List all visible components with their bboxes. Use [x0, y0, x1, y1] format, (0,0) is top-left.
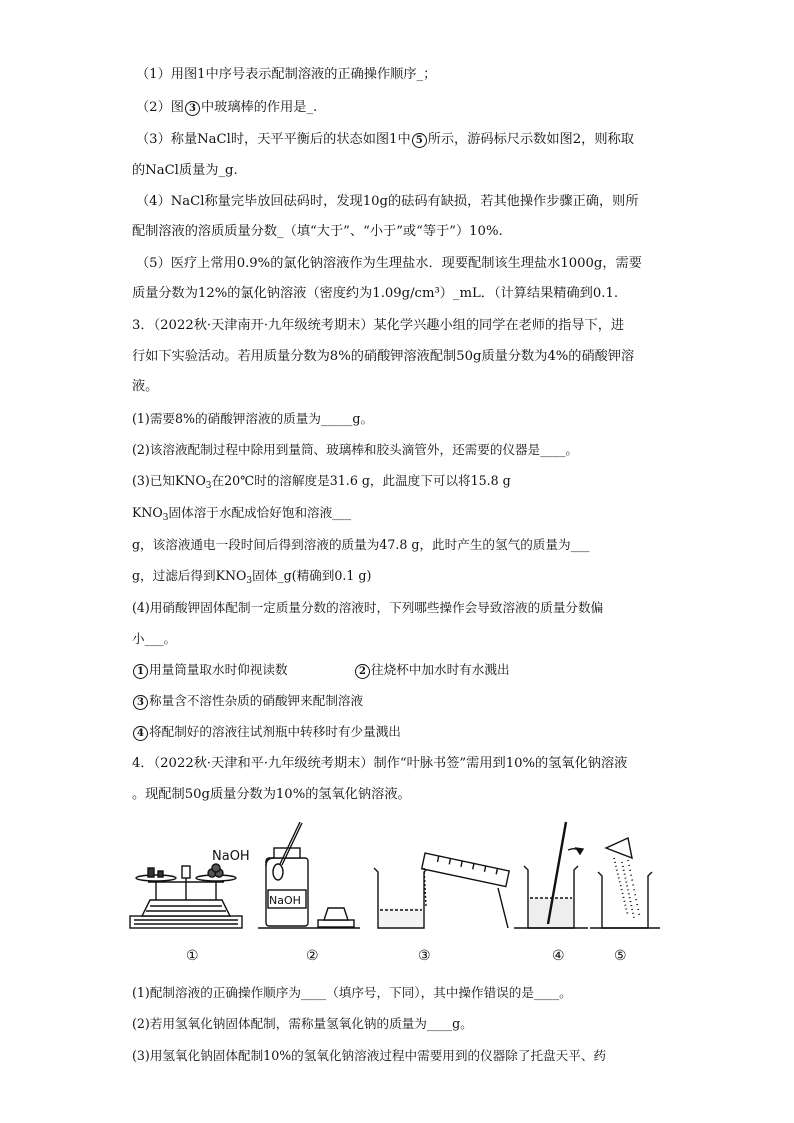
q3-sub3-text: 固体溶于水配成恰好饱和溶液___ — [168, 505, 352, 520]
q3-sub3-line1 — [132, 472, 511, 495]
q2-part5-line1: （5）医疗上常用0.9%的氯化钠溶液作为生理盐水．现要配制该生理盐水1000g，需要 — [136, 256, 642, 271]
q3-option-4 — [132, 723, 401, 741]
bottle-naoh-label: NaOH — [269, 894, 301, 907]
q2-part1: （1）用图1中序号表示配制溶液的正确操作顺序_； — [136, 67, 437, 82]
circled-number: 2 — [355, 664, 370, 679]
reagent-bottle-icon — [266, 822, 308, 926]
circled-number: 3 — [185, 101, 200, 116]
experiment-figure — [128, 818, 668, 968]
weighing-block-icon — [318, 908, 354, 927]
q2-part3-text-b: 所示，游码标尺示数如图2，则称取 — [427, 132, 634, 147]
q3-sub3-text: 在20℃时的溶解度是31.6 g，此温度下可以将15.8 g — [211, 473, 511, 488]
circled-number: 1 — [133, 664, 148, 679]
figure-caption-4: ④ — [552, 948, 565, 964]
option-text: 往烧杯中加水时有水溅出 — [371, 662, 510, 677]
q3-sub4-line1: (4)用硝酸钾固体配制一定质量分数的溶液时，下列哪些操作会导致溶液的质量分数偏 — [132, 600, 604, 615]
q3-sub3-text: 固体_g(精确到0.1 g) — [252, 568, 372, 583]
q2-part2 — [136, 99, 317, 117]
subscript: 3 — [246, 576, 253, 586]
paper-pouring-icon — [590, 838, 660, 928]
q3-heading-line1: 3．（2022秋·天津南开·九年级统考期末）某化学兴趣小组的同学在老师的指导下，进 — [132, 318, 625, 333]
q3-sub2: (2)该溶液配制过程中除用到量筒、玻璃棒和胶头滴管外，还需要的仪器是____。 — [132, 442, 579, 457]
subscript: 3 — [162, 513, 169, 523]
option-text: 将配制好的溶液往试剂瓶中转移时有少量溅出 — [149, 724, 401, 739]
q2-part4-line1: （4）NaCl称量完毕放回砝码时，发现10g的砝码有缺损，若其他操作步骤正确，则所 — [136, 194, 639, 209]
beaker-cylinder-icon — [374, 853, 509, 928]
circled-number: 3 — [133, 695, 148, 710]
option-text: 用量筒量取水时仰视读数 — [149, 662, 288, 677]
q3-sub3-text: (3)已知KNO — [132, 473, 206, 488]
q3-sub3-line4 — [132, 567, 371, 590]
figure-caption-1: ① — [186, 948, 199, 964]
q2-part4-line2: 配制溶液的溶质质量分数_（填“大于”、“小于”或“等于”）10%. — [132, 224, 503, 239]
subscript: 3 — [205, 481, 212, 491]
q3-sub4-line2: 小___。 — [132, 631, 177, 646]
q2-part3 — [136, 131, 634, 149]
q3-heading-line3: 液。 — [132, 379, 159, 394]
q3-sub3-text: g，过滤后得到KNO — [132, 568, 247, 583]
q4-sub3: (3)用氢氧化钠固体配制10%的氢氧化钠溶液过程中需要用到的仪器除了托盘天平、药 — [132, 1048, 607, 1063]
q3-option-1 — [132, 661, 288, 679]
q4-heading-line1: 4．（2022秋·天津和平·九年级统考期末）制作“叶脉书签”需用到10%的氢氧化钠溶液 — [132, 756, 628, 771]
balance-icon — [130, 864, 242, 928]
experiment-illustration — [128, 818, 668, 943]
q4-sub2: (2)若用氢氧化钠固体配制，需称量氢氧化钠的质量为____g。 — [132, 1016, 473, 1031]
balance-naoh-label: NaOH — [212, 849, 250, 864]
q3-sub3-line2 — [132, 504, 351, 527]
figure-caption-5: ⑤ — [614, 948, 627, 964]
option-text: 称量含不溶性杂质的硝酸钾来配制溶液 — [149, 693, 364, 708]
q2-part5-line2: 质量分数为12%的氯化钠溶液（密度约为1.09g/cm³）_mL．（计算结果精确到0.1. — [132, 286, 619, 301]
q4-sub1: (1)配制溶液的正确操作顺序为____（填序号，下同），其中操作错误的是____。 — [132, 985, 572, 1000]
q3-sub1: (1)需要8%的硝酸钾溶液的质量为_____g。 — [132, 411, 374, 426]
q2-part2-text-a: （2）图 — [136, 100, 184, 115]
circled-number: 4 — [133, 726, 148, 741]
q3-heading-line2: 行如下实验活动。若用质量分数为8%的硝酸钾溶液配制50g质量分数为4%的硝酸钾溶 — [132, 349, 635, 364]
q2-part3-text-a: （3）称量NaCl时，天平平衡后的状态如图1中 — [136, 132, 411, 147]
q3-option-3 — [132, 692, 363, 710]
q4-heading-line2: 。现配制50g质量分数为10%的氢氧化钠溶液。 — [132, 787, 411, 802]
q2-part3-cont: 的NaCl质量为_g. — [132, 163, 238, 178]
figure-caption-3: ③ — [418, 948, 431, 964]
stirring-beaker-icon — [514, 822, 588, 928]
q3-option-2 — [354, 661, 510, 679]
q3-sub3-text: KNO — [132, 505, 163, 520]
q2-part2-text-b: 中玻璃棒的作用是_. — [200, 100, 318, 115]
figure-caption-2: ② — [306, 948, 319, 964]
circled-number: 5 — [412, 133, 427, 148]
q3-sub3-line3: g，该溶液通电一段时间后得到溶液的质量为47.8 g，此时产生的氢气的质量为___ — [132, 537, 590, 552]
